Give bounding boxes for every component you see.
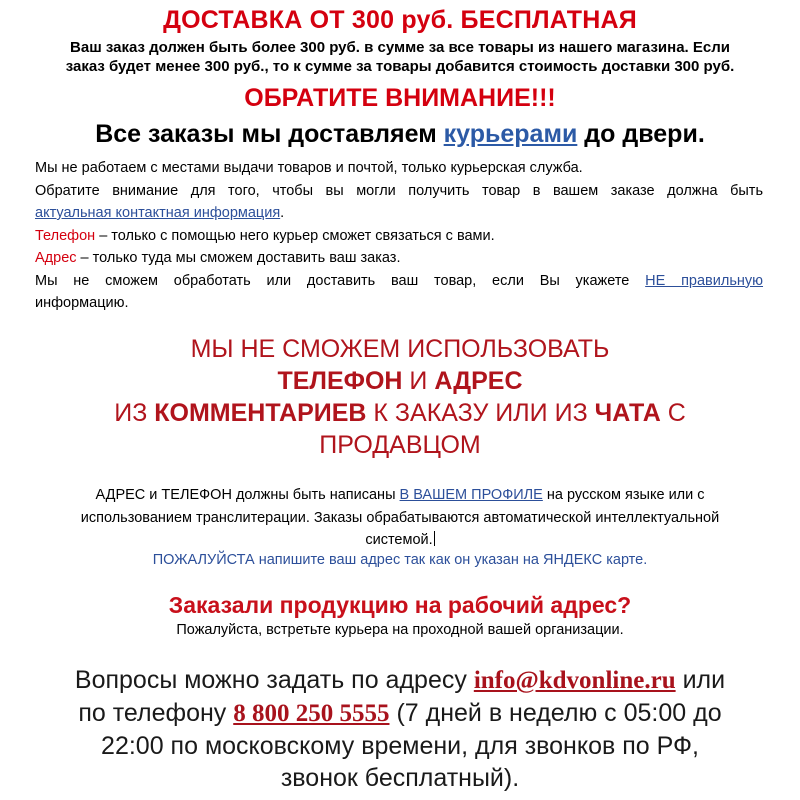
yandex-note: ПОЖАЛУЙСТА напишите ваш адрес так как он указан на ЯНДЕКС карте. (152, 552, 648, 568)
info-address-line (35, 247, 763, 270)
contacts-line-3: 22:00 по московскому времени, для звонков по РФ, (101, 732, 699, 760)
work-address-title: Заказали продукцию на рабочий адрес? (168, 592, 632, 618)
profile-paragraph (40, 484, 760, 552)
warning-and: И (409, 367, 428, 395)
warning-line-1: МЫ НЕ СМОЖЕМ ИСПОЛЬЗОВАТЬ (190, 335, 610, 363)
profile-line-2: использованием транслитерации. Заказы обрабатываются автоматической интеллектуальной (80, 509, 720, 526)
info-phone-line (35, 225, 763, 248)
attention-title: ОБРАТИТЕ ВНИМАНИЕ!!! (244, 84, 556, 112)
warning-address: АДРЕС (434, 367, 523, 395)
warning-chat: ЧАТА (594, 399, 661, 427)
warning-line-2 (0, 365, 800, 397)
text-cursor (434, 531, 435, 546)
courier-prefix: Все заказы мы доставляем (95, 120, 437, 148)
profile-suffix: на русском языке или с (546, 487, 705, 503)
contact-info-link[interactable]: актуальная контактная информация (35, 205, 281, 221)
contacts-hours-a: (7 дней в неделю с 05:00 до (396, 699, 722, 727)
info-line-3 (35, 202, 763, 225)
contacts-by-phone: по телефону (78, 699, 227, 727)
delivery-line-2: заказ будет менее 300 руб., то к сумме за товары добавится стоимость доставки 300 руб. (65, 58, 735, 75)
warning-phone: ТЕЛЕФОН (277, 367, 403, 395)
address-label: Адрес (35, 250, 77, 266)
delivery-title: ДОСТАВКА ОТ 300 руб. БЕСПЛАТНАЯ (163, 6, 637, 34)
contacts-block (0, 664, 800, 794)
warning-line-4: ПРОДАВЦОМ (319, 431, 481, 459)
contacts-or: или (682, 666, 726, 694)
contacts-line-1 (0, 664, 800, 697)
courier-heading (0, 120, 800, 149)
warning-to-order: К ЗАКАЗУ ИЛИ ИЗ (373, 399, 588, 427)
phone-text: – только с помощью него курьер сможет связаться с вами. (99, 227, 495, 244)
incorrect-info-link[interactable]: НЕ правильную (645, 272, 764, 289)
warning-line-3 (0, 397, 800, 429)
profile-prefix: АДРЕС и ТЕЛЕФОН должны быть написаны (95, 487, 396, 503)
contact-info-paragraph (35, 157, 763, 315)
phone-link[interactable]: 8 800 250 5555 (233, 700, 390, 727)
email-link[interactable]: info@kdvonline.ru (473, 667, 676, 694)
warning-comments: КОММЕНТАРИЕВ (154, 399, 367, 427)
contacts-prefix: Вопросы можно задать по адресу (74, 666, 467, 694)
info-line-1: Мы не работаем с местами выдачи товаров и почтой, только курьерская служба. (35, 160, 583, 176)
info-line-2: Обратите внимание для того, чтобы вы могли получить товар в вашем заказе должна быть (35, 182, 763, 199)
profile-line-1 (40, 484, 760, 507)
profile-line-3-text: системой. (365, 532, 433, 548)
address-text: – только туда мы сможем доставить ваш заказ. (80, 250, 401, 266)
profile-line-3 (40, 529, 760, 552)
delivery-line-1: Ваш заказ должен быть более 300 руб. в сумме за все товары из нашего магазина. Если (70, 39, 730, 56)
info-warn-line (35, 270, 763, 293)
delivery-description (0, 38, 800, 76)
warn-prefix: Мы не сможем обработать или доставить ваш товар, если Вы укажете (35, 272, 630, 289)
warning-with: С (667, 399, 686, 427)
contacts-line-2 (0, 697, 800, 730)
profile-link[interactable]: В ВАШЕМ ПРОФИЛЕ (399, 487, 543, 503)
courier-link[interactable]: курьерами (443, 120, 578, 148)
warning-from: ИЗ (114, 399, 148, 427)
work-address-subtitle: Пожалуйста, встретьте курьера на проходной вашей организации. (176, 622, 624, 638)
info-warn-line-2: информацию. (35, 295, 129, 311)
contact-info-suffix: . (280, 205, 285, 221)
warning-block (0, 333, 800, 461)
contacts-line-4: звонок бесплатный). (280, 764, 520, 792)
courier-suffix: до двери. (584, 120, 705, 148)
phone-label: Телефон (35, 227, 96, 244)
